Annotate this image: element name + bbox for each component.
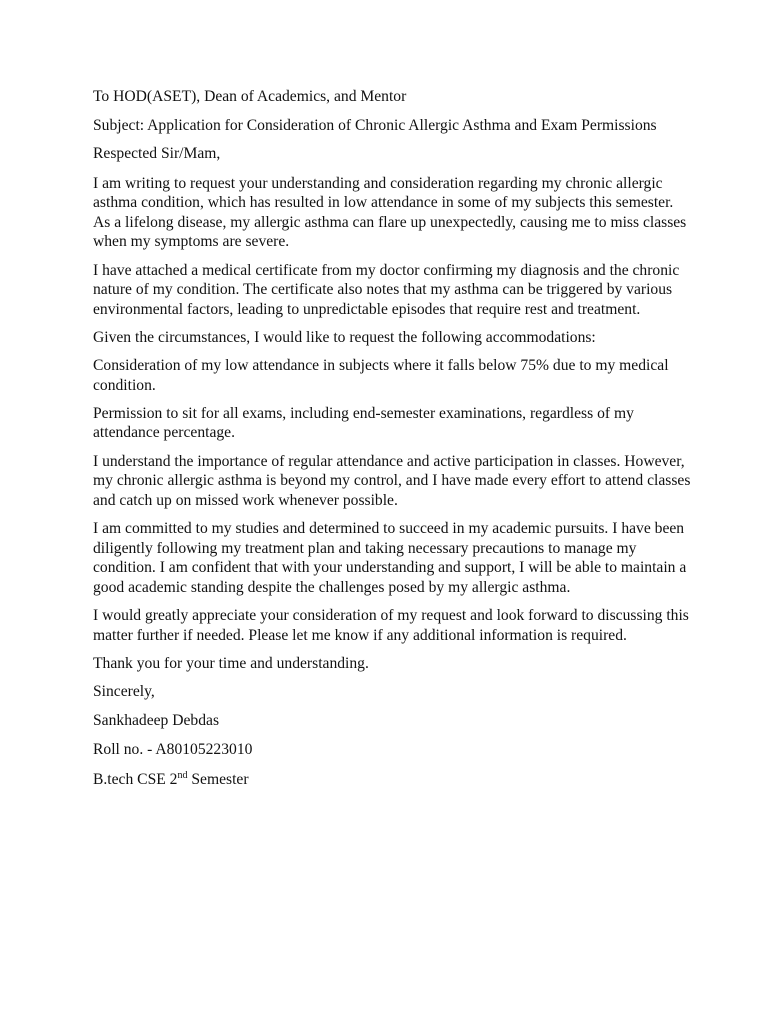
program-line <box>93 770 693 790</box>
paragraph-understanding: I understand the importance of regular attendance and active participation in classes. However, my chronic allergic asthma is beyond my control, and I have made every effort to attend classes and catch up on missed work whenever possible. <box>93 452 691 509</box>
subject-line: Subject: Application for Consideration of Chronic Allergic Asthma and Exam Permissions <box>93 117 657 135</box>
recipient-line: To HOD(ASET), Dean of Academics, and Mentor <box>93 88 407 105</box>
paragraph-request-lead: Given the circumstances, I would like to request the following accommodations: <box>93 328 596 346</box>
paragraph-commitment: I am committed to my studies and determined to succeed in my academic pursuits. I have been diligently following my treatment plan and taking necessary precautions to manage my condition. I am confident that with your understanding and support, I will be able to maintain a good academic standing despite the challenges posed by my allergic asthma. <box>93 520 687 596</box>
signature-name: Sankhadeep Debdas <box>93 712 220 730</box>
program-ordinal-suffix: nd <box>177 769 188 781</box>
roll-number: Roll no. - A80105223010 <box>93 741 253 759</box>
program-suffix: Semester <box>187 770 249 788</box>
paragraph-accommodation-exams: Permission to sit for all exams, including end-semester examinations, regardless of my attendance percentage. <box>93 404 634 442</box>
paragraph-thanks: Thank you for your time and understanding. <box>93 654 369 672</box>
program-prefix: B.tech CSE 2 <box>93 770 178 788</box>
salutation: Respected Sir/Mam, <box>93 145 221 163</box>
closing: Sincerely, <box>93 682 155 700</box>
paragraph-accommodation-attendance: Consideration of my low attendance in subjects where it falls below 75% due to my medical condition. <box>93 357 669 394</box>
letter-body <box>93 87 693 799</box>
paragraph-certificate: I have attached a medical certificate from my doctor confirming my diagnosis and the chronic nature of my condition. The certificate also notes that my asthma can be triggered by various environmental factors, leading to unpredictable episodes that require rest and treatment. <box>93 261 680 318</box>
paragraph-appreciation: I would greatly appreciate your consideration of my request and look forward to discussing this matter further if needed. Please let me know if any additional information is required. <box>93 607 689 644</box>
paragraph-intro: I am writing to request your understanding and consideration regarding my chronic allergic asthma condition, which has resulted in low attendance in some of my subjects this semester. As a lifelong disease, my allergic asthma can flare up unexpectedly, causing me to miss classes when my symptoms are severe. <box>93 174 687 251</box>
